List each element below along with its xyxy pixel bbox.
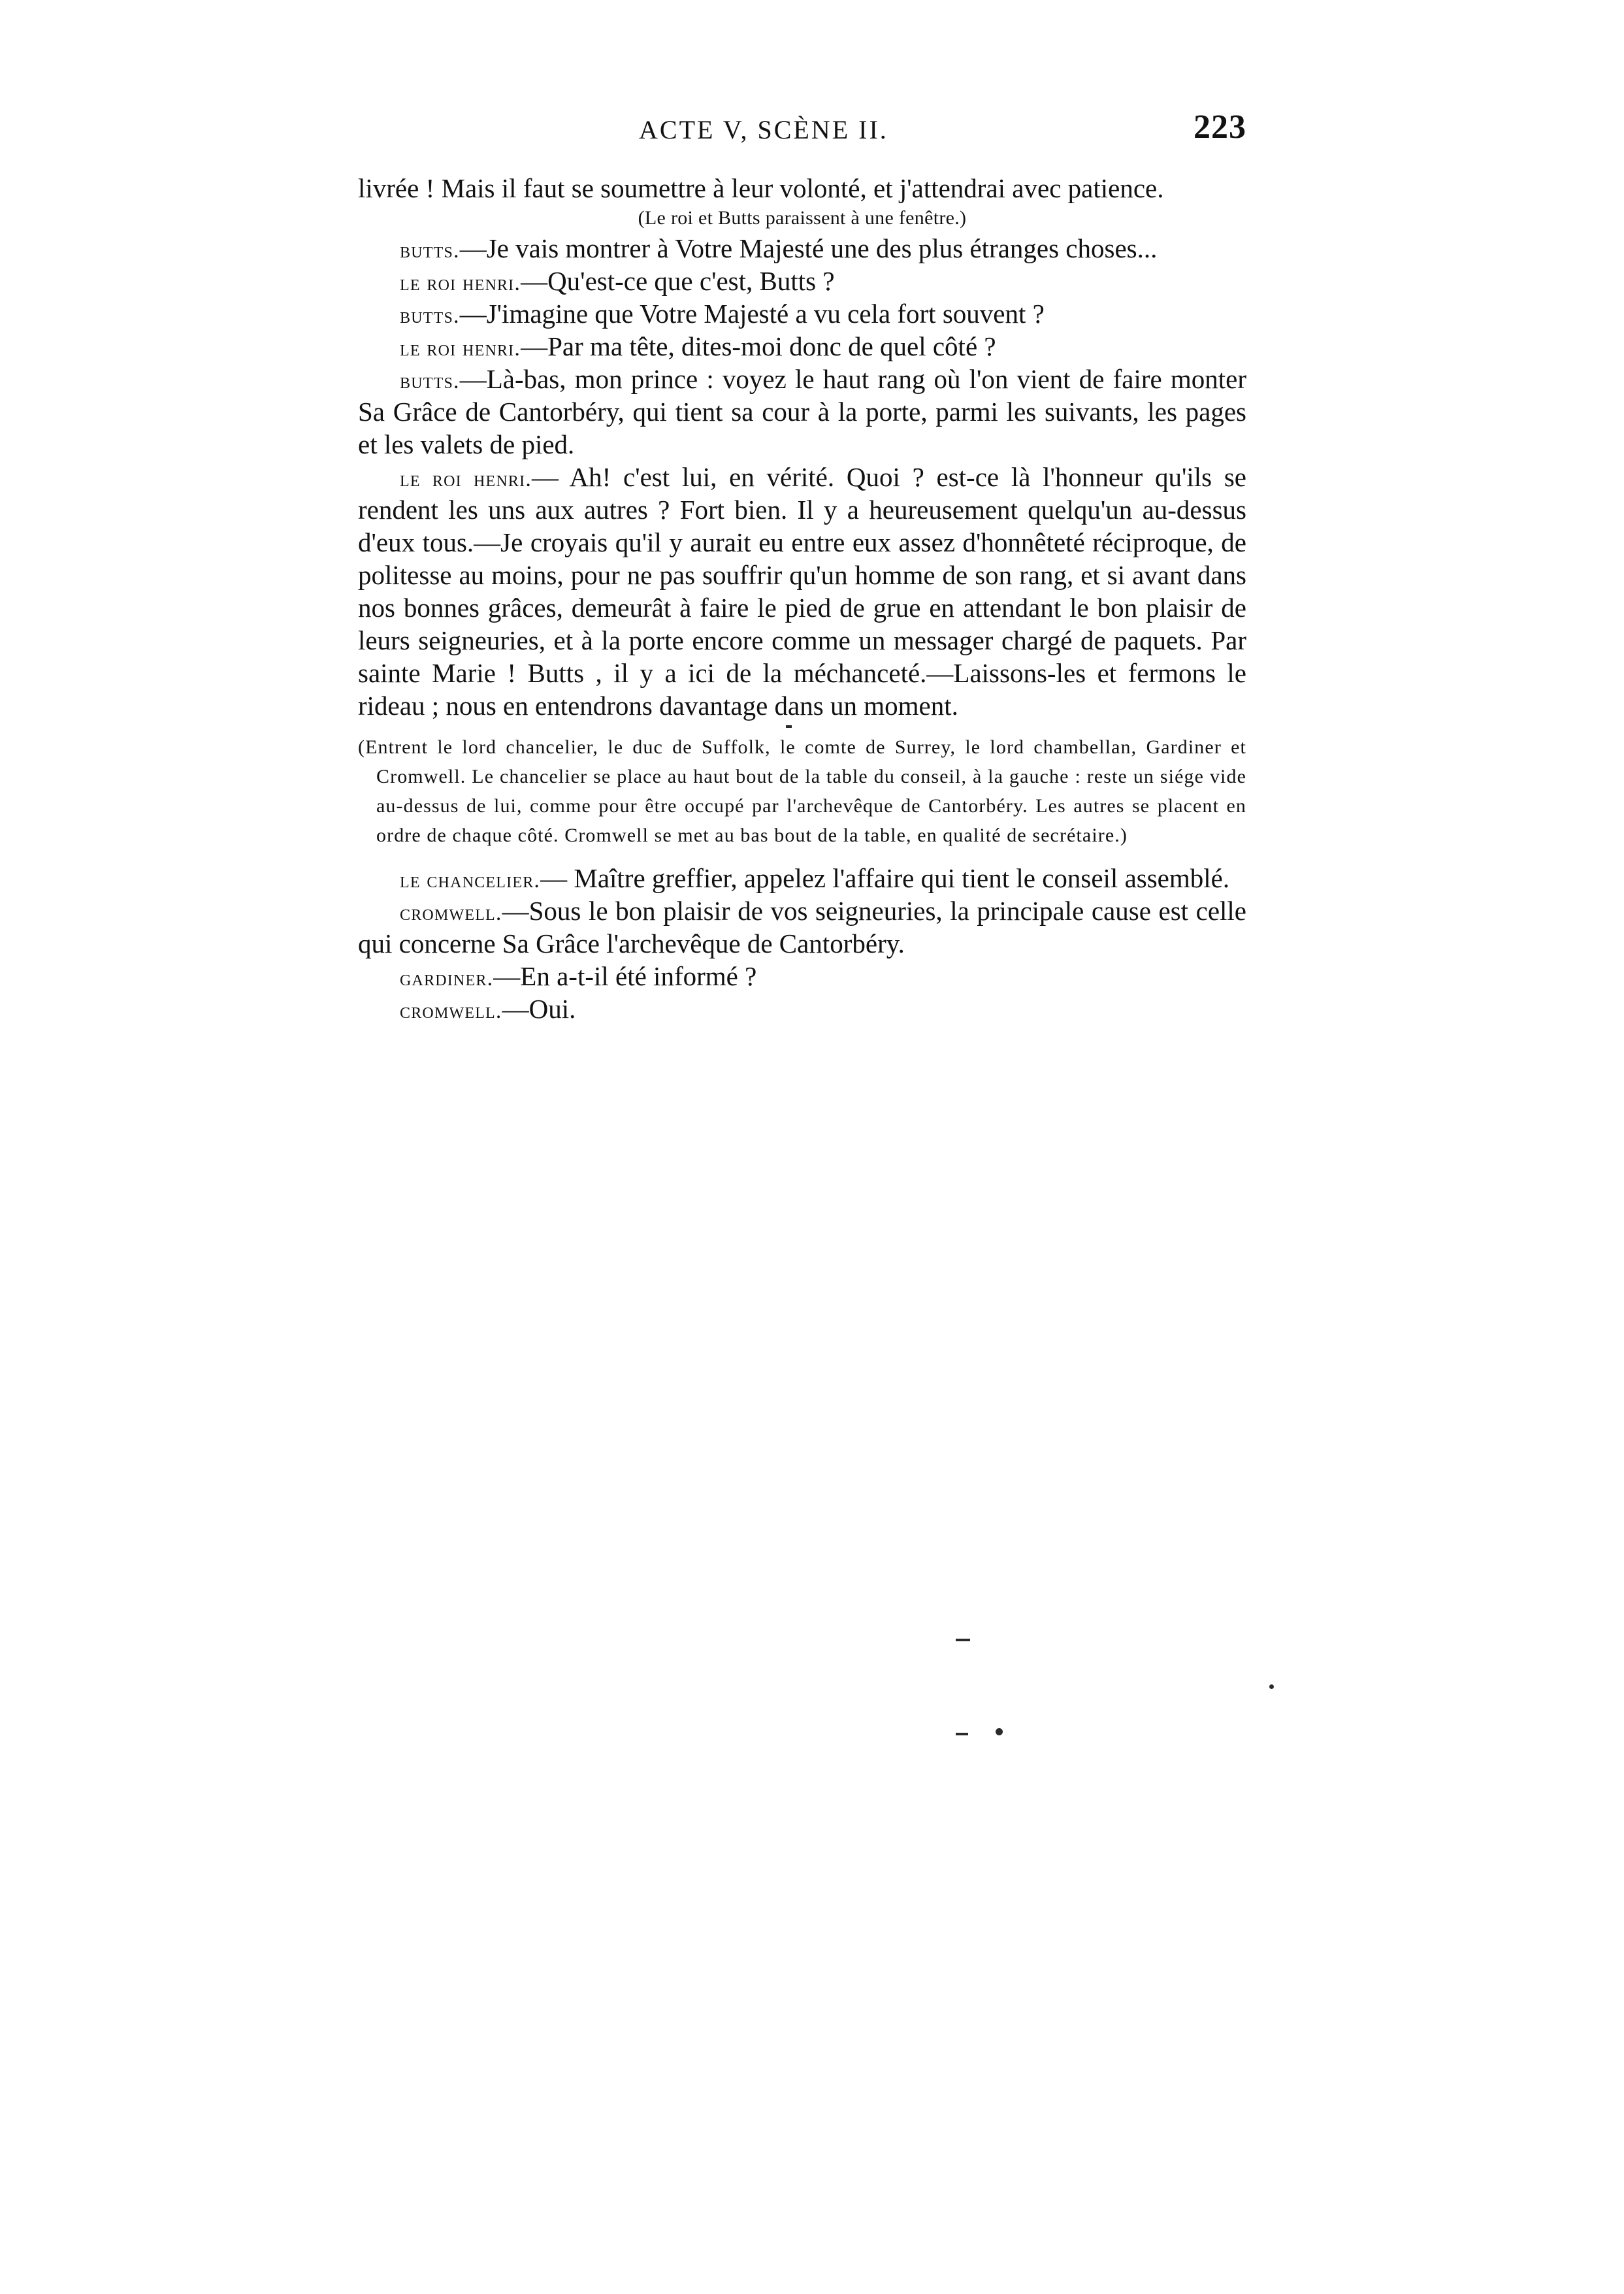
speech-line-butts-1	[358, 232, 1246, 265]
speech-line-butts-2	[358, 297, 1246, 330]
page-header	[358, 108, 1246, 160]
speech-line-butts-3	[358, 363, 1246, 461]
speaker-label: butts.	[400, 304, 460, 329]
speaker-label: le roi henri.	[400, 467, 532, 492]
speech-text: —Là-bas, mon prince : voyez le haut rang où l'on vient de faire monter Sa Grâce de Cantorbéry, qui tient sa cour à la porte, parmi les suivants, les pages et les valets de pied.	[358, 364, 1246, 460]
speaker-label: cromwell.	[400, 999, 502, 1024]
speaker-label: le roi henri.	[400, 336, 521, 361]
speech-line-chancelier-1	[358, 862, 1246, 894]
scan-artifact-speck	[956, 1639, 970, 1641]
paragraph-continuation: livrée ! Mais il faut se soumettre à leur volonté, et j'attendrai avec patience.	[358, 173, 1164, 203]
speaker-label: butts.	[400, 369, 460, 394]
speech-text: —Je vais montrer à Votre Majesté une des plus étranges choses...	[459, 233, 1158, 264]
speech-text: — Ah! c'est lui, en vérité. Quoi ? est-ce là l'honneur qu'ils se rendent les uns aux autres ? Fort bien. Il y a heureusement quelqu'un au-dessus d'eux tous.—Je croyais qu'il y aurait eu entre eux assez d'honnêteté réciproque, de politesse au moins, pour ne pas souffrir qu'un homme de son rang, et si avant dans nos bonnes grâces, demeurât à faire le pied de grue en attendant le bon plaisir de leurs seigneuries, et à la porte encore comme un messager chargé de paquets. Par sainte Marie ! Butts , il y a ici de la méchanceté.—Laissons-les et fermons le rideau ; nous en entendrons davantage dans un moment.	[358, 462, 1247, 721]
speech-line-gardiner-1	[358, 960, 1246, 992]
speech-text: —Sous le bon plaisir de vos seigneuries, la principale cause est celle qui concerne Sa Grâce l'archevêque de Cantorbéry.	[358, 896, 1246, 959]
speech-text: —Oui.	[502, 994, 576, 1024]
page-number: 223	[1194, 108, 1246, 146]
speech-text: — Maître greffier, appelez l'affaire qui tient le conseil assemblé.	[540, 863, 1230, 894]
scan-artifact-speck	[1269, 1684, 1274, 1689]
speech-line-cromwell-1	[358, 894, 1246, 960]
speaker-label: gardiner.	[400, 966, 494, 991]
stage-direction-block: (Entrent le lord chancelier, le duc de Suffolk, le comte de Surrey, le lord chambellan, Gardiner et Cromwell. Le chancelier se place au haut bout de la table du conseil, à la gauche : reste un siége vide au-dessus de lui, comme pour être occupé par l'archevêque de Cantorbéry. Les autres se placent en ordre de chaque côté. Cromwell se met au bas bout de la table, en qualité de secrétaire.)	[358, 736, 1246, 847]
speaker-label: cromwell.	[400, 901, 502, 926]
speech-line-cromwell-2	[358, 992, 1246, 1025]
stage-direction-inline: (Le roi et Butts paraissent à une fenêtre.)	[638, 207, 967, 229]
speech-line-king-2	[358, 330, 1246, 363]
speech-text: —En a-t-il été informé ?	[493, 961, 757, 992]
speaker-label: le roi henri.	[400, 271, 521, 296]
scan-artifact-speck	[786, 725, 792, 728]
speech-text: —J'imagine que Votre Majesté a vu cela fort souvent ?	[459, 299, 1045, 329]
speaker-label: le chancelier.	[400, 868, 541, 893]
speaker-label: butts.	[400, 238, 460, 263]
scan-artifact-speck	[956, 1733, 968, 1735]
speech-text: —Par ma tête, dites-moi donc de quel côté ?	[521, 331, 996, 362]
page-text-column	[358, 108, 1247, 1025]
running-head-title: ACTE V, SCÈNE II.	[639, 115, 888, 144]
speech-line-king-3	[358, 461, 1246, 722]
scan-artifact-speck	[996, 1728, 1003, 1735]
speech-text: —Qu'est-ce que c'est, Butts ?	[521, 266, 835, 297]
speech-line-king-1	[358, 265, 1246, 297]
